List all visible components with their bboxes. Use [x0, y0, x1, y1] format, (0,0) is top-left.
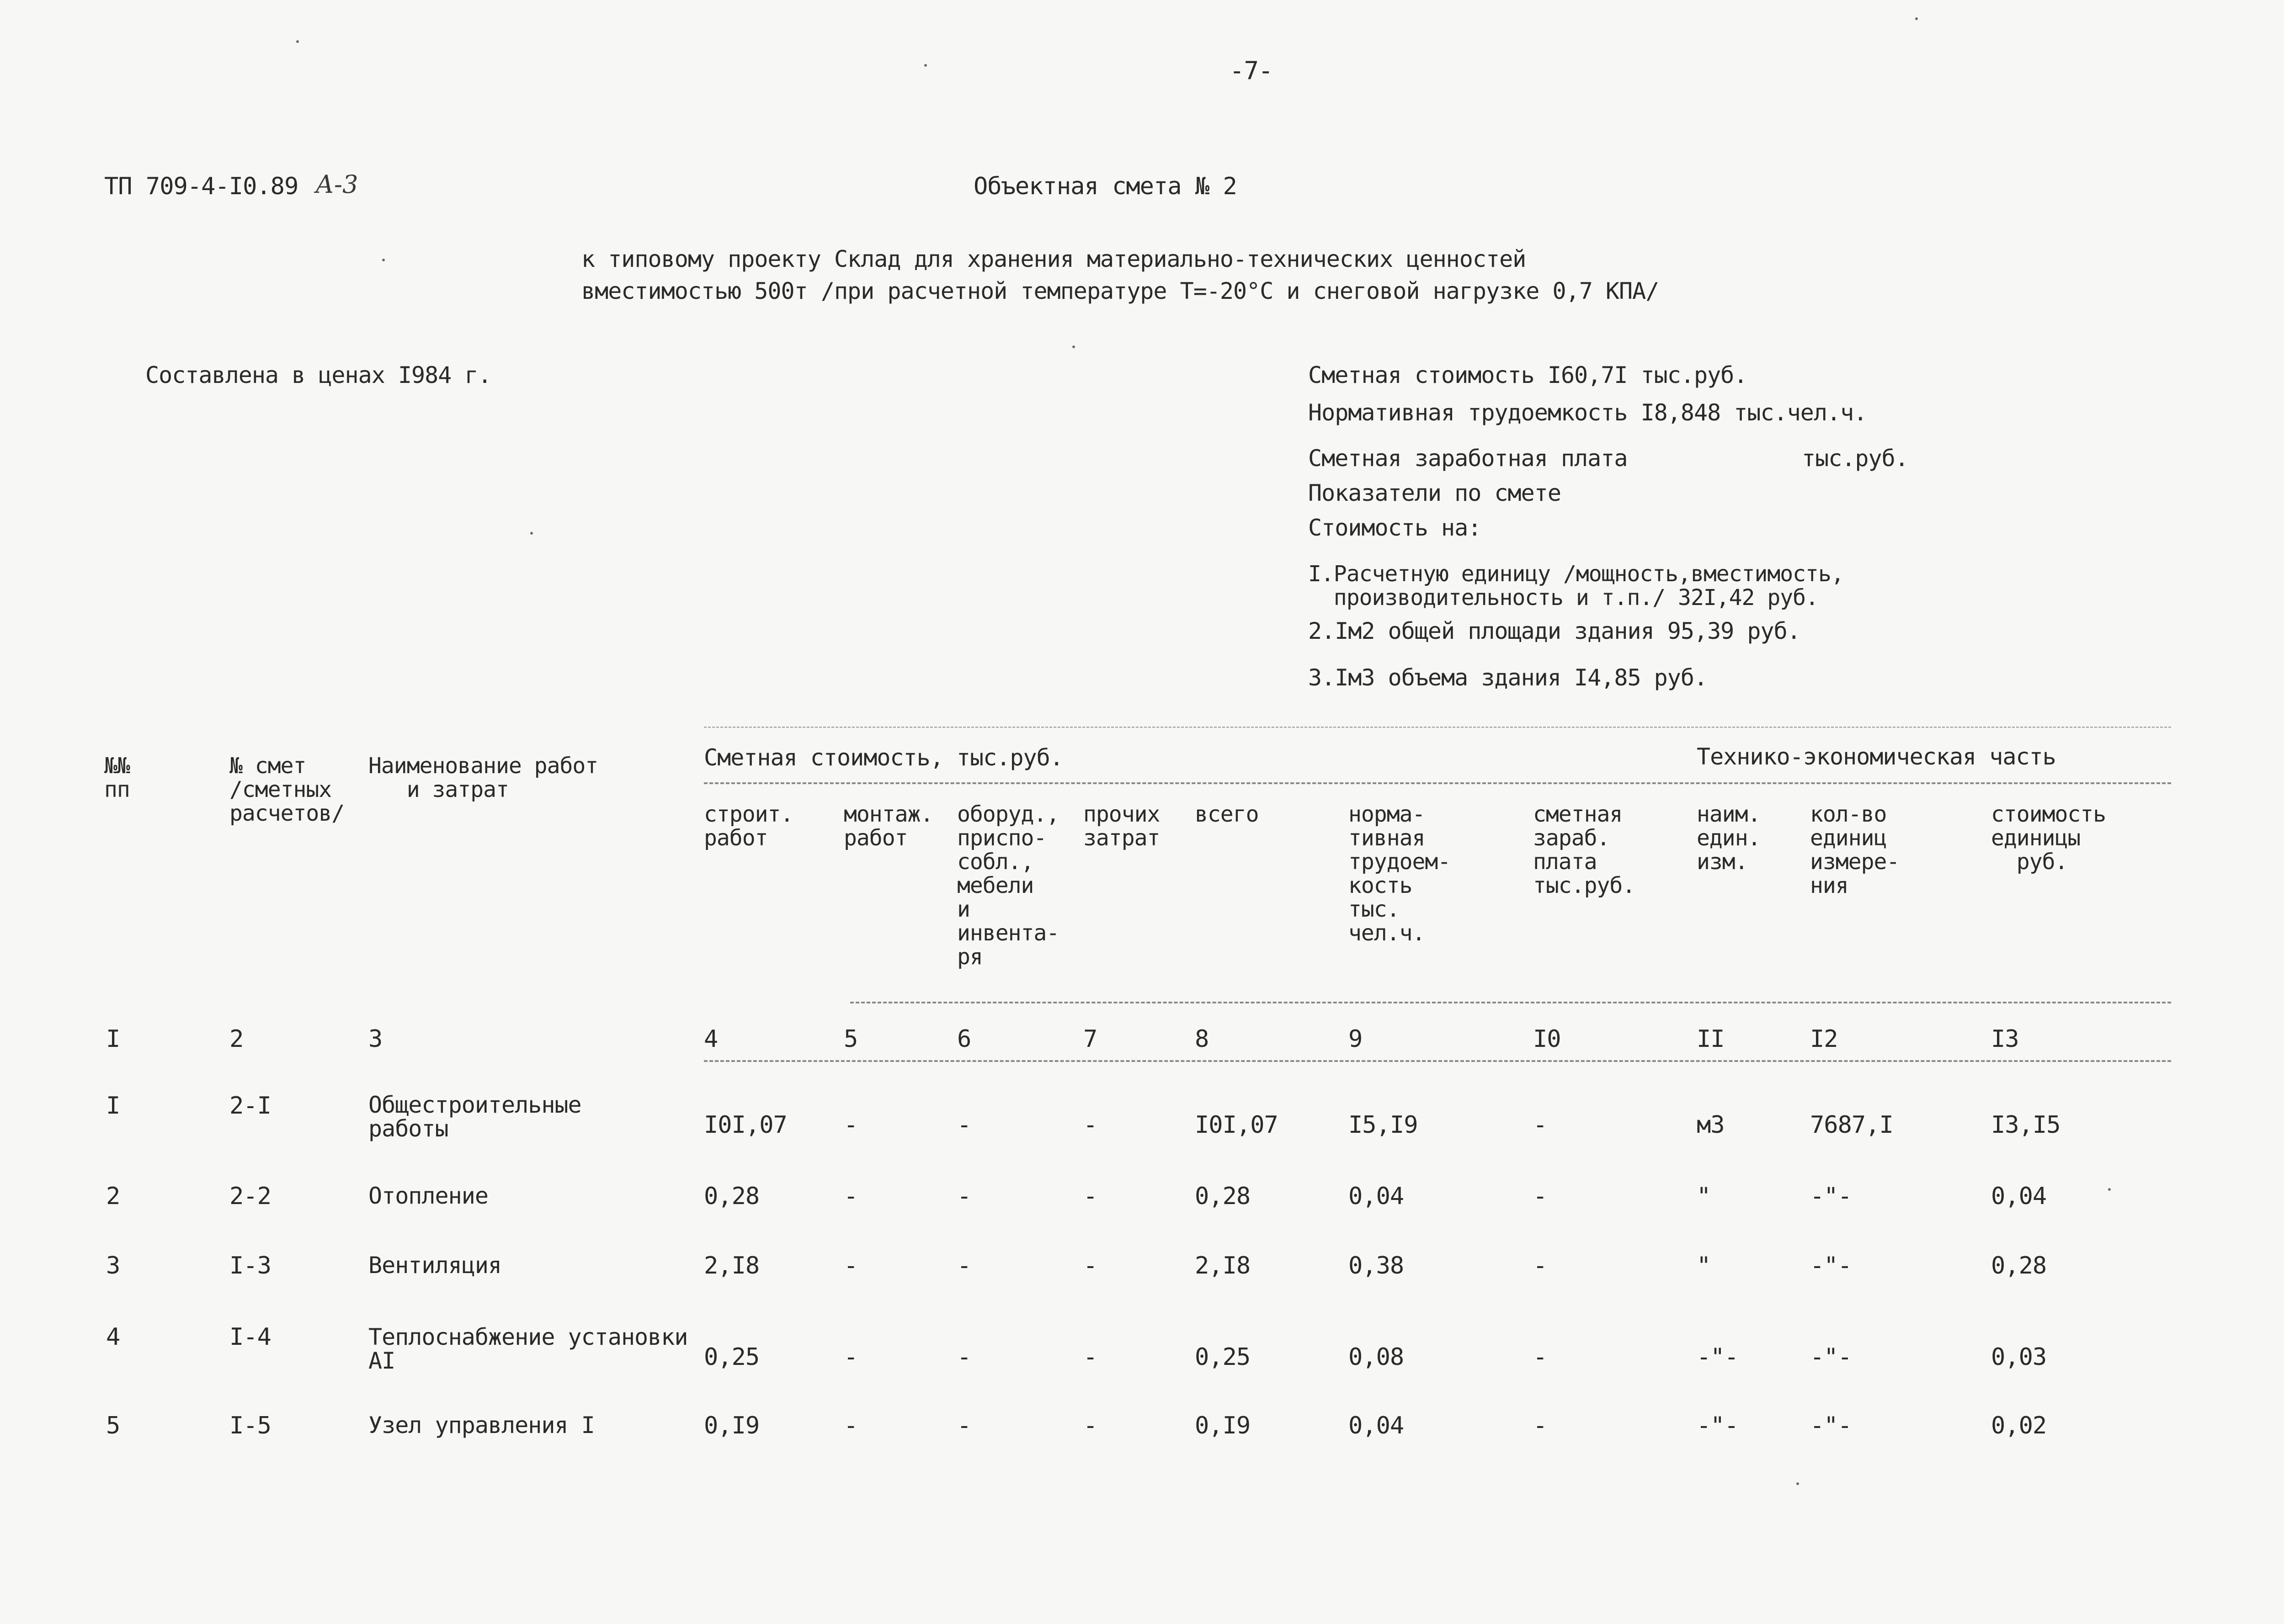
row-4-total: 0,25 — [1195, 1343, 1251, 1371]
row-1-unit-cost: I3,I5 — [1991, 1111, 2060, 1139]
column-number: 2 — [229, 1025, 244, 1053]
scan-speck — [296, 40, 299, 43]
row-3-number: 3 — [106, 1252, 120, 1279]
row-4-other: - — [1083, 1343, 1097, 1371]
scan-speck — [2108, 1188, 2111, 1191]
scan-speck — [1796, 1482, 1799, 1485]
row-2-equipment: - — [957, 1183, 971, 1210]
table-top-rule — [704, 727, 2171, 728]
header-total: всего — [1195, 801, 1259, 827]
column-number-rule — [704, 1060, 2171, 1062]
header-cost-group: Сметная стоимость, тыс.руб. — [704, 744, 1063, 771]
row-2-unit: " — [1697, 1183, 1711, 1210]
row-3-estimate: I-3 — [229, 1252, 271, 1279]
header-tech-group: Технико-экономическая часть — [1697, 743, 2056, 770]
header-wage: сметная зараб. плата тыс.руб. — [1533, 801, 1635, 898]
page-number: -7- — [1230, 56, 1273, 85]
column-number: 6 — [957, 1025, 971, 1053]
row-3-construction: 2,I8 — [704, 1252, 760, 1279]
row-3-wage: - — [1533, 1252, 1547, 1279]
scan-speck — [924, 64, 927, 67]
column-number: I3 — [1991, 1025, 2019, 1053]
prices-year: Составлена в ценах I984 г. — [145, 362, 491, 388]
row-4-labor: 0,08 — [1348, 1343, 1404, 1371]
column-number: I0 — [1533, 1025, 1561, 1053]
row-1-other: - — [1083, 1111, 1097, 1139]
column-number: II — [1697, 1025, 1725, 1053]
header-labor: норма- тивная трудоем- кость тыс. чел.ч. — [1348, 801, 1451, 946]
row-5-labor: 0,04 — [1348, 1412, 1404, 1439]
header-equipment: оборуд., приспо- собл., мебели и инвента- ря — [957, 801, 1059, 970]
row-2-other: - — [1083, 1183, 1097, 1210]
row-2-labor: 0,04 — [1348, 1183, 1404, 1210]
row-4-installation: - — [844, 1343, 858, 1371]
row-4-construction: 0,25 — [704, 1343, 760, 1371]
row-5-other: - — [1083, 1412, 1097, 1439]
summary-indicators: Показатели по смете — [1308, 480, 1561, 506]
scan-speck — [1072, 345, 1075, 348]
row-4-name: Теплоснабжение установки AI — [368, 1324, 688, 1374]
row-1-estimate: 2-I — [229, 1092, 271, 1120]
row-3-name: Вентиляция — [368, 1252, 502, 1279]
row-3-unit-cost: 0,28 — [1991, 1252, 2047, 1279]
summary-item-1: I.Расчетную единицу /мощность,вместимость, производительность и т.п./ 32I,42 руб. — [1308, 561, 1844, 610]
row-4-number: 4 — [106, 1323, 120, 1351]
row-1-equipment: - — [957, 1111, 971, 1139]
row-1-number: I — [106, 1092, 120, 1120]
header-bottom-rule — [850, 1002, 2171, 1003]
scan-speck — [530, 532, 533, 535]
header-other: прочих затрат — [1083, 801, 1160, 851]
row-1-quantity: 7687,I — [1810, 1111, 1893, 1139]
row-1-construction: I0I,07 — [704, 1111, 787, 1139]
row-2-name: Отопление — [368, 1183, 488, 1209]
row-2-estimate: 2-2 — [229, 1183, 271, 1210]
header-quantity: кол-во единиц измере- ния — [1810, 801, 1900, 898]
page-title: Объектная смета № 2 — [974, 173, 1237, 200]
column-number: I — [106, 1025, 120, 1053]
row-2-quantity: -"- — [1810, 1183, 1852, 1210]
row-2-total: 0,28 — [1195, 1183, 1251, 1210]
row-5-unit: -"- — [1697, 1412, 1738, 1439]
row-5-installation: - — [844, 1412, 858, 1439]
row-3-quantity: -"- — [1810, 1252, 1852, 1279]
row-4-unit-cost: 0,03 — [1991, 1343, 2047, 1371]
header-unit-cost: стоимость единицы руб. — [1991, 801, 2106, 875]
column-number: 8 — [1195, 1025, 1209, 1053]
row-5-wage: - — [1533, 1412, 1547, 1439]
row-2-unit-cost: 0,04 — [1991, 1183, 2047, 1210]
summary-item-2: 2.Iм2 общей площади здания 95,39 руб. — [1308, 618, 1800, 644]
summary-labor: Нормативная трудоемкость I8,848 тыс.чел.ч. — [1308, 399, 1867, 426]
summary-wage-unit: тыс.руб. — [1802, 445, 1908, 472]
header-unit: наим. един. изм. — [1697, 801, 1761, 875]
scan-speck — [382, 259, 385, 261]
row-3-equipment: - — [957, 1252, 971, 1279]
row-5-unit-cost: 0,02 — [1991, 1412, 2047, 1439]
row-1-unit: м3 — [1697, 1111, 1725, 1139]
summary-cost-for: Стоимость на: — [1308, 515, 1481, 541]
row-5-equipment: - — [957, 1412, 971, 1439]
row-3-total: 2,I8 — [1195, 1252, 1251, 1279]
column-number: 9 — [1348, 1025, 1363, 1053]
scan-speck — [1915, 17, 1918, 20]
row-4-unit: -"- — [1697, 1343, 1738, 1371]
row-4-estimate: I-4 — [229, 1323, 271, 1351]
row-3-labor: 0,38 — [1348, 1252, 1404, 1279]
row-2-number: 2 — [106, 1183, 120, 1210]
row-3-unit: " — [1697, 1252, 1711, 1279]
row-2-installation: - — [844, 1183, 858, 1210]
row-1-labor: I5,I9 — [1348, 1111, 1418, 1139]
row-1-wage: - — [1533, 1111, 1547, 1139]
summary-item-3: 3.Iм3 объема здания I4,85 руб. — [1308, 664, 1708, 691]
row-5-estimate: I-5 — [229, 1412, 271, 1439]
group-header-rule — [704, 782, 2171, 784]
header-installation: монтаж. работ — [844, 801, 933, 851]
document-code: ТП 709-4-I0.89 — [104, 173, 298, 200]
row-3-other: - — [1083, 1252, 1097, 1279]
summary-wage-label: Сметная заработная плата — [1308, 445, 1628, 472]
row-2-construction: 0,28 — [704, 1183, 760, 1210]
row-5-number: 5 — [106, 1412, 120, 1439]
row-2-wage: - — [1533, 1183, 1547, 1210]
row-4-equipment: - — [957, 1343, 971, 1371]
row-5-total: 0,I9 — [1195, 1412, 1251, 1439]
header-construction: строит. работ — [704, 801, 793, 851]
column-number: I2 — [1810, 1025, 1838, 1053]
column-number: 5 — [844, 1025, 858, 1053]
header-estimate: № смет /сметных расчетов/ — [229, 753, 345, 826]
summary-cost: Сметная стоимость I60,7I тыс.руб. — [1308, 362, 1747, 388]
subtitle-line-2: вместимостью 500т /при расчетной температуре T=-20°C и снеговой нагрузке 0,7 КПА/ — [581, 278, 1659, 304]
subtitle-line-1: к типовому проекту Склад для хранения материально-технических ценностей — [581, 246, 1526, 272]
row-1-installation: - — [844, 1111, 858, 1139]
column-number: 3 — [368, 1025, 383, 1053]
column-number: 7 — [1083, 1025, 1097, 1053]
row-4-wage: - — [1533, 1343, 1547, 1371]
column-number: 4 — [704, 1025, 718, 1053]
row-4-quantity: -"- — [1810, 1343, 1852, 1371]
row-5-quantity: -"- — [1810, 1412, 1852, 1439]
document-code-handwritten: А-3 — [315, 170, 358, 199]
row-5-construction: 0,I9 — [704, 1412, 760, 1439]
row-5-name: Узел управления I — [368, 1412, 595, 1438]
row-1-name: Общестроительные работы — [368, 1092, 581, 1142]
header-name: Наименование работ и затрат — [368, 753, 598, 802]
row-3-installation: - — [844, 1252, 858, 1279]
header-number: №№ пп — [104, 753, 130, 802]
row-1-total: I0I,07 — [1195, 1111, 1278, 1139]
